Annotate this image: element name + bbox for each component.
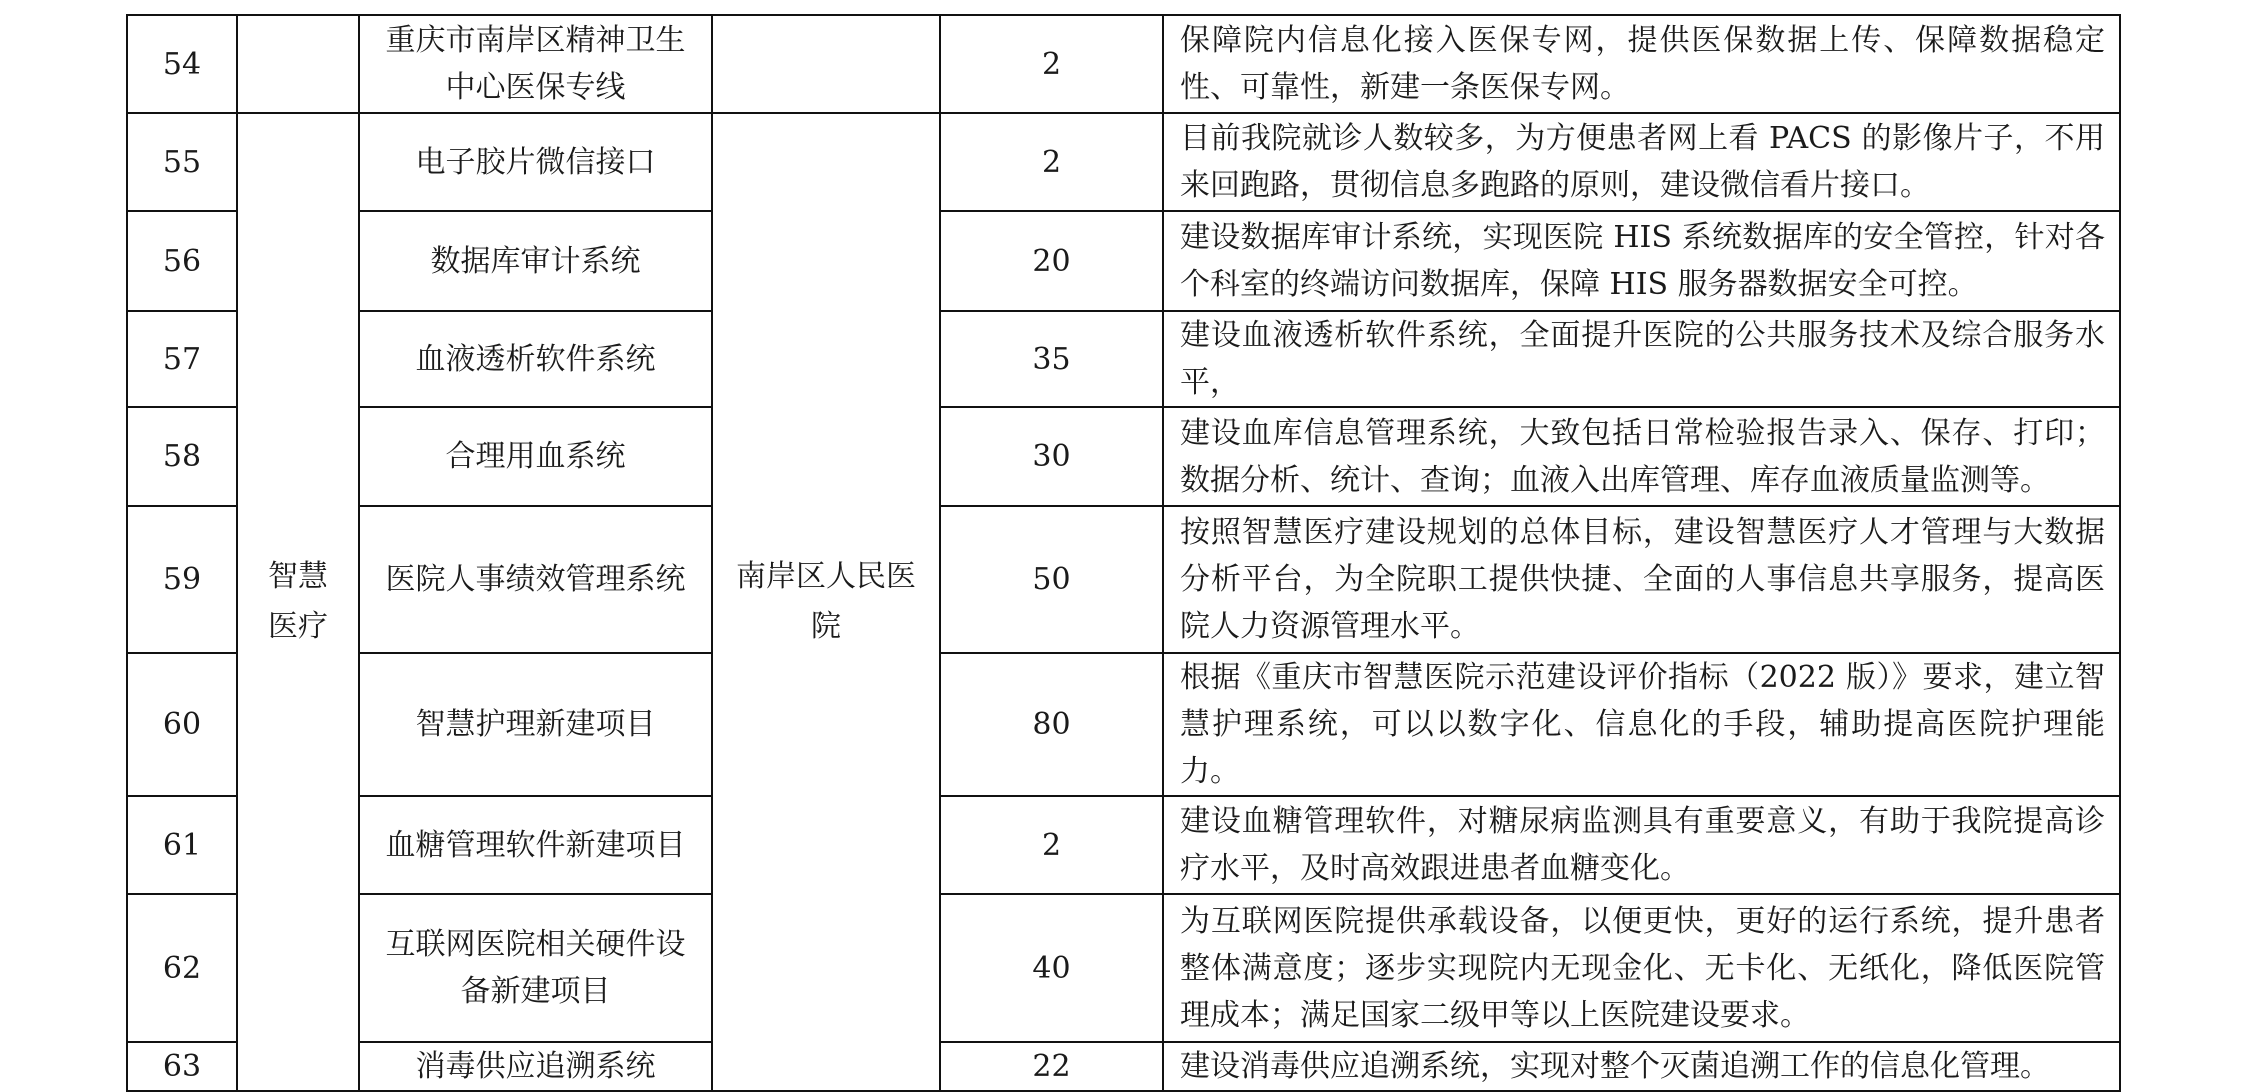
table-row	[127, 1042, 2120, 1091]
amount-cell: 22	[940, 1042, 1163, 1091]
project-name: 重庆市南岸区精神卫生中心医保专线	[359, 15, 712, 113]
row-number: 55	[127, 113, 237, 211]
row-number: 56	[127, 211, 237, 311]
table-row	[127, 796, 2120, 894]
category-cell: 智慧医疗	[237, 113, 359, 1091]
amount-cell: 50	[940, 506, 1163, 653]
row-number: 63	[127, 1042, 237, 1091]
table-row	[127, 113, 2120, 211]
amount-cell: 40	[940, 894, 1163, 1042]
description-cell: 按照智慧医疗建设规划的总体目标，建设智慧医疗人才管理与大数据分析平台，为全院职工提供快捷、全面的人事信息共享服务，提高医院人力资源管理水平。	[1163, 506, 2120, 653]
description-cell: 建设血库信息管理系统，大致包括日常检验报告录入、保存、打印；数据分析、统计、查询；血液入出库管理、库存血液质量监测等。	[1163, 407, 2120, 506]
project-name: 合理用血系统	[359, 407, 712, 506]
unit-cell: 南岸区人民医院	[712, 113, 940, 1091]
table-row	[127, 15, 2120, 113]
project-name: 互联网医院相关硬件设备新建项目	[359, 894, 712, 1042]
description-cell: 保障院内信息化接入医保专网，提供医保数据上传、保障数据稳定性、可靠性，新建一条医保专网。	[1163, 15, 2120, 113]
amount-cell: 20	[940, 211, 1163, 311]
table-row	[127, 506, 2120, 653]
description-cell: 建设消毒供应追溯系统，实现对整个灭菌追溯工作的信息化管理。	[1163, 1042, 2120, 1091]
row-number: 61	[127, 796, 237, 894]
amount-cell: 30	[940, 407, 1163, 506]
unit-cell	[712, 15, 940, 113]
category-cell	[237, 15, 359, 113]
description-cell: 建设数据库审计系统，实现医院 HIS 系统数据库的安全管控，针对各个科室的终端访问数据库，保障 HIS 服务器数据安全可控。	[1163, 211, 2120, 311]
row-number: 59	[127, 506, 237, 653]
row-number: 54	[127, 15, 237, 113]
description-cell: 建设血液透析软件系统，全面提升医院的公共服务技术及综合服务水平，	[1163, 311, 2120, 407]
amount-cell: 2	[940, 113, 1163, 211]
description-cell: 根据《重庆市智慧医院示范建设评价指标（2022 版）》要求，建立智慧护理系统，可以以数字化、信息化的手段，辅助提高医院护理能力。	[1163, 653, 2120, 796]
table-row	[127, 653, 2120, 796]
project-name: 智慧护理新建项目	[359, 653, 712, 796]
description-cell: 目前我院就诊人数较多，为方便患者网上看 PACS 的影像片子，不用来回跑路，贯彻信息多跑路的原则，建设微信看片接口。	[1163, 113, 2120, 211]
table-row	[127, 407, 2120, 506]
description-cell: 为互联网医院提供承载设备，以便更快，更好的运行系统，提升患者整体满意度；逐步实现院内无现金化、无卡化、无纸化，降低医院管理成本；满足国家二级甲等以上医院建设要求。	[1163, 894, 2120, 1042]
project-name: 数据库审计系统	[359, 211, 712, 311]
amount-cell: 80	[940, 653, 1163, 796]
table-row	[127, 894, 2120, 1042]
amount-cell: 2	[940, 796, 1163, 894]
table-row	[127, 211, 2120, 311]
project-name: 医院人事绩效管理系统	[359, 506, 712, 653]
project-name: 电子胶片微信接口	[359, 113, 712, 211]
description-cell: 建设血糖管理软件，对糖尿病监测具有重要意义，有助于我院提高诊疗水平，及时高效跟进患者血糖变化。	[1163, 796, 2120, 894]
amount-cell: 2	[940, 15, 1163, 113]
row-number: 57	[127, 311, 237, 407]
row-number: 62	[127, 894, 237, 1042]
amount-cell: 35	[940, 311, 1163, 407]
row-number: 58	[127, 407, 237, 506]
project-name: 血液透析软件系统	[359, 311, 712, 407]
row-number: 60	[127, 653, 237, 796]
table-row	[127, 311, 2120, 407]
project-table	[126, 14, 2121, 1092]
project-name: 血糖管理软件新建项目	[359, 796, 712, 894]
project-name: 消毒供应追溯系统	[359, 1042, 712, 1091]
